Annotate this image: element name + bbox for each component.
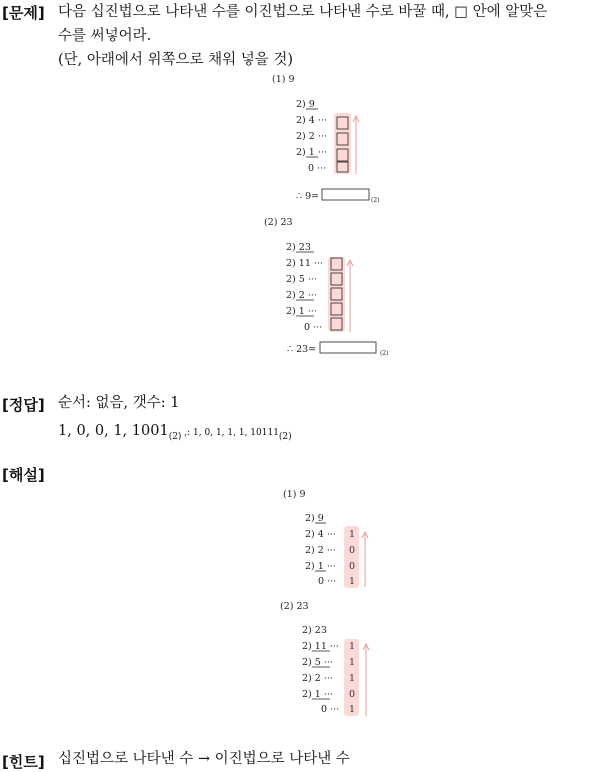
explanation-tag: [해설] [2, 466, 45, 484]
p2-highlight [328, 257, 345, 332]
e1-rem-1: 1 [349, 529, 356, 540]
problem-line-3: (단, 아래에서 위쪽으로 채워 넣을 것) [58, 52, 294, 68]
e2-rem-5: 1 [349, 704, 356, 715]
e1-rem-3: 0 [349, 561, 356, 572]
e1-row-4: 0 ··· [318, 576, 337, 587]
e1-rem-4: 1 [349, 576, 356, 587]
e2-row-5: 0 ··· [321, 704, 340, 715]
p1-row-0: 2) 9 [296, 99, 315, 110]
e1-row-3: 2) 1 ··· [305, 561, 336, 572]
p2-heading: (2) 23 [264, 217, 293, 228]
answer-sub-1: (2) [168, 431, 182, 442]
p1-row-2: 2) 2 ··· [296, 131, 327, 142]
answer-line-2-main: 1, 0, 0, 1, 1001 [58, 423, 169, 439]
e1-row-0: 2) 9 [305, 513, 324, 524]
hint-text: 십진법으로 나타낸 수 → 이진법으로 나타낸 수 [58, 751, 350, 767]
problem-line-1: 다음 십진법으로 나타낸 수를 이진법으로 나타낸 수로 바꿀 때, □ 안에 알맞은 [58, 4, 548, 20]
hint-tag: [힌트] [2, 753, 45, 771]
answer-line-1: 순서: 없음, 갯수: 1 [58, 395, 180, 411]
e1-rem-2: 0 [349, 545, 356, 556]
p1-row-3: 2) 1 ··· [296, 147, 327, 158]
e2-row-1: 2) 11 ··· [302, 641, 339, 652]
p1-heading: (1) 9 [272, 74, 295, 85]
p2-answer-prefix: ∴ 23= [287, 344, 317, 355]
p1-answer-box[interactable] [322, 189, 369, 200]
e2-heading: (2) 23 [280, 601, 309, 612]
e2-rem-3: 1 [349, 673, 356, 684]
p1-answer-sub: (2) [371, 197, 380, 204]
e2-rem-2: 1 [349, 657, 356, 668]
e2-row-0: 2) 23 [302, 625, 327, 636]
p2-row-5: 0 ··· [304, 322, 323, 333]
answer-line-2-mid: ,: 1, 0, 1, 1, 1, 10111 [181, 428, 279, 438]
e1-row-2: 2) 2 ··· [305, 545, 336, 556]
p2-row-4: 2) 1 ··· [286, 306, 317, 317]
e2-row-3: 2) 2 ··· [302, 673, 333, 684]
e1-heading: (1) 9 [283, 489, 306, 500]
p2-row-2: 2) 5 ··· [286, 274, 317, 285]
answer-sub-2: (2) [278, 431, 292, 442]
p2-answer-sub: (2) [380, 350, 389, 357]
p1-answer-prefix: ∴ 9= [296, 191, 320, 202]
problem-line-2: 수를 써넣어라. [58, 28, 152, 44]
e2-row-4: 2) 1 ··· [302, 689, 333, 700]
problem-tag: [문제] [2, 4, 45, 22]
e2-rem-4: 0 [349, 689, 356, 700]
e2-rem-1: 1 [349, 641, 356, 652]
p1-row-1: 2) 4 ··· [296, 115, 327, 126]
answer-tag: [정답] [2, 396, 45, 414]
p2-row-1: 2) 11 ··· [286, 258, 323, 269]
p2-row-3: 2) 2 ··· [286, 290, 317, 301]
answer-line-2 [58, 419, 292, 449]
p2-answer-box[interactable] [320, 342, 376, 353]
p2-row-0: 2) 23 [286, 242, 311, 253]
p1-row-4: 0 ··· [308, 163, 327, 174]
e2-row-2: 2) 5 ··· [302, 657, 333, 668]
e1-row-1: 2) 4 ··· [305, 529, 336, 540]
p1-highlight [334, 113, 351, 174]
